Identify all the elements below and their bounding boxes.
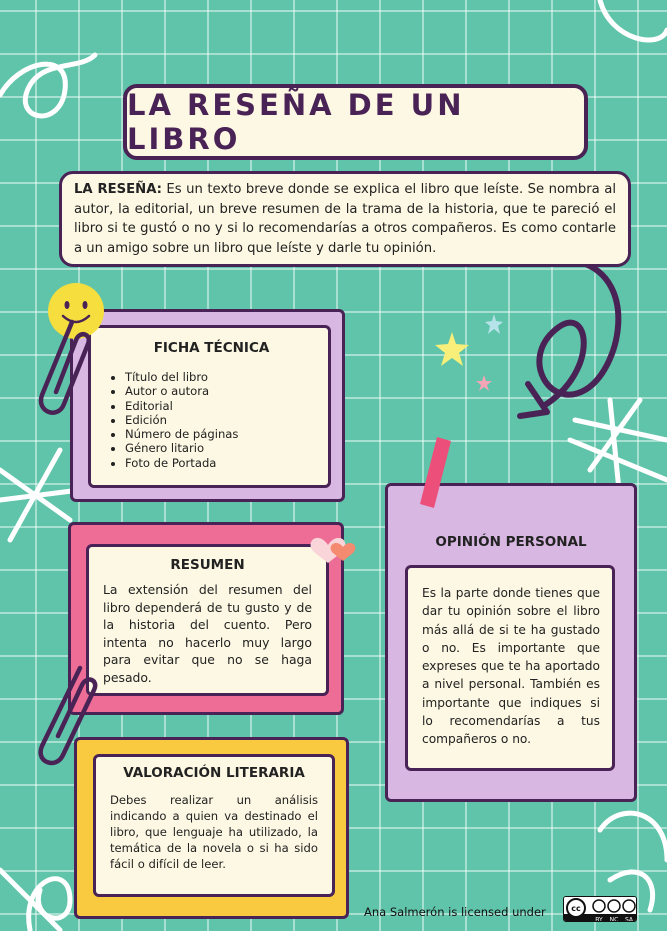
list-item: • Autor o autora bbox=[125, 384, 318, 398]
nc-label: NC bbox=[609, 916, 619, 922]
smiley-icon bbox=[48, 283, 104, 339]
sa-icon bbox=[623, 900, 635, 912]
credit-text: Ana Salmerón is licensed under bbox=[364, 905, 546, 919]
list-item: • Edición bbox=[125, 413, 318, 427]
valoracion-title: VALORACIÓN LITERARIA bbox=[123, 765, 305, 781]
list-item: • Editorial bbox=[125, 399, 318, 413]
resumen-title: RESUMEN bbox=[170, 557, 245, 573]
opinion-text: Es la parte donde tienes que dar tu opinión sobre el libro más allá de si te ha gustado o no. Es importante que expreses que te ha aportado a nivel personal. También es importante que indiques si lo recomendarías a tus compañeros o no. bbox=[422, 586, 600, 747]
by-label: BY bbox=[595, 916, 603, 922]
paperclip-icon bbox=[41, 668, 96, 763]
sa-label: SA bbox=[624, 916, 634, 922]
intro-text: Es un texto breve donde se explica el libro que leíste. Se nombra al autor, la editorial, un breve resumen de la trama de la historia, que te pareció el libro si te gustó o no y si lo recomendarías a otros compañeros. Es como contarle a un amigo sobre un libro que leíste y darle tu opinión. bbox=[74, 182, 616, 256]
list-item: • Título del libro bbox=[125, 370, 318, 384]
opinion-title: OPINIÓN PERSONAL bbox=[435, 534, 587, 550]
valoracion-text: Debes realizar un análisis indicando a quien va destinado el libro, que lenguaje ha utilizado, la temática de la novela o si ha sido fácil o difícil de leer. bbox=[110, 793, 318, 871]
cc-license-badge[interactable] bbox=[563, 896, 637, 922]
tape-strip bbox=[420, 437, 451, 508]
cc-icon-text: cc bbox=[571, 904, 581, 913]
list-item: • Foto de Portada bbox=[125, 456, 318, 470]
list-item: • Género litario bbox=[125, 441, 318, 455]
by-icon bbox=[593, 900, 605, 912]
list-item: • Número de páginas bbox=[125, 427, 318, 441]
resumen-text: La extensión del resumen del libro dependerá de tu gusto y de la historia del cuento. Pero intenta no hacerlo muy largo para evitar que no se haga pesado. bbox=[103, 582, 312, 686]
ficha-title: FICHA TÉCNICA bbox=[153, 340, 270, 356]
paperclip-icon bbox=[41, 322, 89, 413]
nc-icon bbox=[608, 900, 620, 912]
page-title: LA RESEÑA DE UN LIBRO bbox=[127, 88, 465, 156]
intro-label: LA RESEÑA: bbox=[74, 182, 162, 197]
